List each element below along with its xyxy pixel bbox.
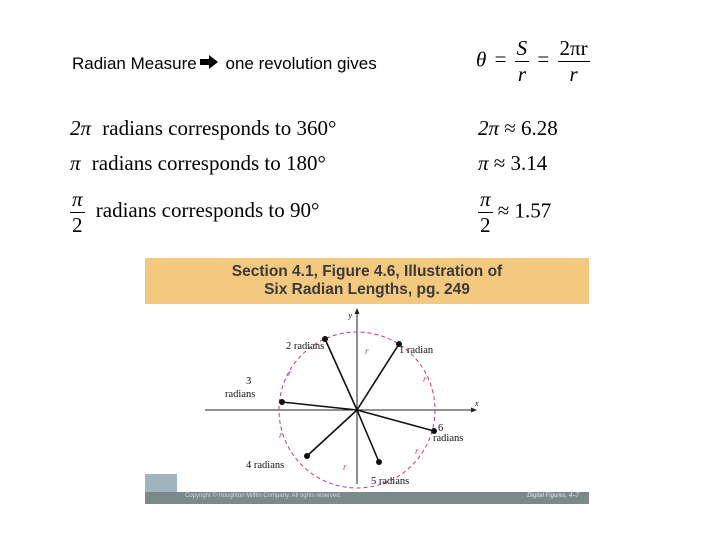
- row-2pi: [70, 116, 336, 141]
- row-pi-over-2: [70, 189, 319, 236]
- digital-figures-text: Digital Figures, 4–7: [527, 493, 579, 499]
- fraction-denominator-r: r: [569, 62, 578, 86]
- row-lhs: 2π: [70, 116, 92, 140]
- fraction-denominator: 2: [72, 213, 83, 237]
- radius-6-radians: [357, 410, 434, 431]
- label-4-radians: 4 radians: [246, 460, 285, 471]
- approx-rhs: ≈ 1.57: [497, 198, 552, 223]
- label-6-radians: radians: [433, 433, 464, 444]
- radius-4-radians: [307, 410, 357, 456]
- endpoint-5: [376, 459, 382, 465]
- approx-pi-over-2: [478, 189, 551, 236]
- label-6-number: 6: [438, 423, 444, 434]
- endpoint-3: [279, 399, 285, 405]
- pi-over-2-fraction: [478, 189, 493, 236]
- fraction-numerator: π: [72, 187, 83, 211]
- approx-rhs: ≈ 3.14: [493, 151, 548, 175]
- copyright-text: Copyright © Houghton Mifflin Company. All rights reserved.: [185, 493, 342, 499]
- figure-header: [145, 258, 589, 304]
- label-5-radians: 5 radians: [371, 476, 410, 487]
- arc-r-label: r: [415, 446, 419, 456]
- right-arrow-icon: [199, 54, 219, 75]
- arc-r-label: r: [288, 368, 292, 378]
- label-3-number: 3: [246, 376, 252, 387]
- figure-header-line2: Six Radian Lengths, pg. 249: [264, 281, 470, 298]
- label-2-radians: 2 radians: [286, 341, 325, 352]
- theta-symbol: θ: [476, 47, 487, 72]
- arc-r-label: r: [279, 430, 283, 440]
- row-text: radians corresponds to 90°: [95, 198, 320, 223]
- slide-heading: [72, 54, 377, 75]
- x-axis-label: x: [475, 399, 479, 408]
- fraction-denominator: 2: [480, 213, 491, 237]
- radii: [282, 339, 434, 462]
- row-text: radians corresponds to 180°: [91, 151, 326, 175]
- approx-lhs: π: [478, 151, 489, 175]
- fraction-numerator: π: [480, 187, 491, 211]
- row-pi: [70, 151, 326, 176]
- figure-header-line1: Section 4.1, Figure 4.6, Illustration of: [231, 263, 503, 280]
- label-1-radian: 1 radian: [399, 345, 434, 356]
- heading-subtitle: one revolution gives: [225, 54, 377, 73]
- y-axis-label: y: [348, 311, 352, 320]
- arc-r-label: r: [343, 462, 347, 472]
- y-axis-arrow-icon: [355, 308, 360, 314]
- radian-diagram: [145, 304, 589, 492]
- book-cover-thumbnail: [145, 474, 177, 492]
- pi-over-2-fraction: [70, 189, 85, 236]
- approx-rhs: ≈ 6.28: [504, 116, 558, 140]
- radius-1-radian: [357, 344, 399, 410]
- approx-lhs: 2π: [478, 116, 500, 140]
- radius-2-radians: [325, 339, 357, 410]
- x-axis-arrow-icon: [471, 408, 477, 413]
- figure-footer: [145, 492, 589, 504]
- equals-sign: =: [494, 47, 507, 72]
- approx-pi: [478, 151, 547, 176]
- label-3-radians: radians: [225, 389, 256, 400]
- arc-r-label: r: [365, 346, 369, 356]
- theta-formula: [476, 38, 590, 85]
- row-lhs: π: [70, 151, 81, 175]
- endpoint-4: [304, 453, 310, 459]
- radius-5-radians: [357, 410, 379, 462]
- radius-3-radians: [282, 402, 357, 410]
- equals-sign: =: [537, 47, 550, 72]
- approx-2pi: [478, 116, 558, 141]
- fraction-numerator-2pir: 2πr: [559, 36, 588, 60]
- row-text: radians corresponds to 360°: [102, 116, 337, 140]
- heading-title: Radian Measure: [72, 54, 197, 73]
- fraction-denominator-r: r: [517, 62, 527, 86]
- arc-r-label: r: [423, 374, 427, 384]
- two-pi-r-over-r-fraction: [558, 38, 590, 85]
- s-over-r-fraction: [515, 38, 530, 85]
- fraction-numerator-s: S: [516, 36, 528, 60]
